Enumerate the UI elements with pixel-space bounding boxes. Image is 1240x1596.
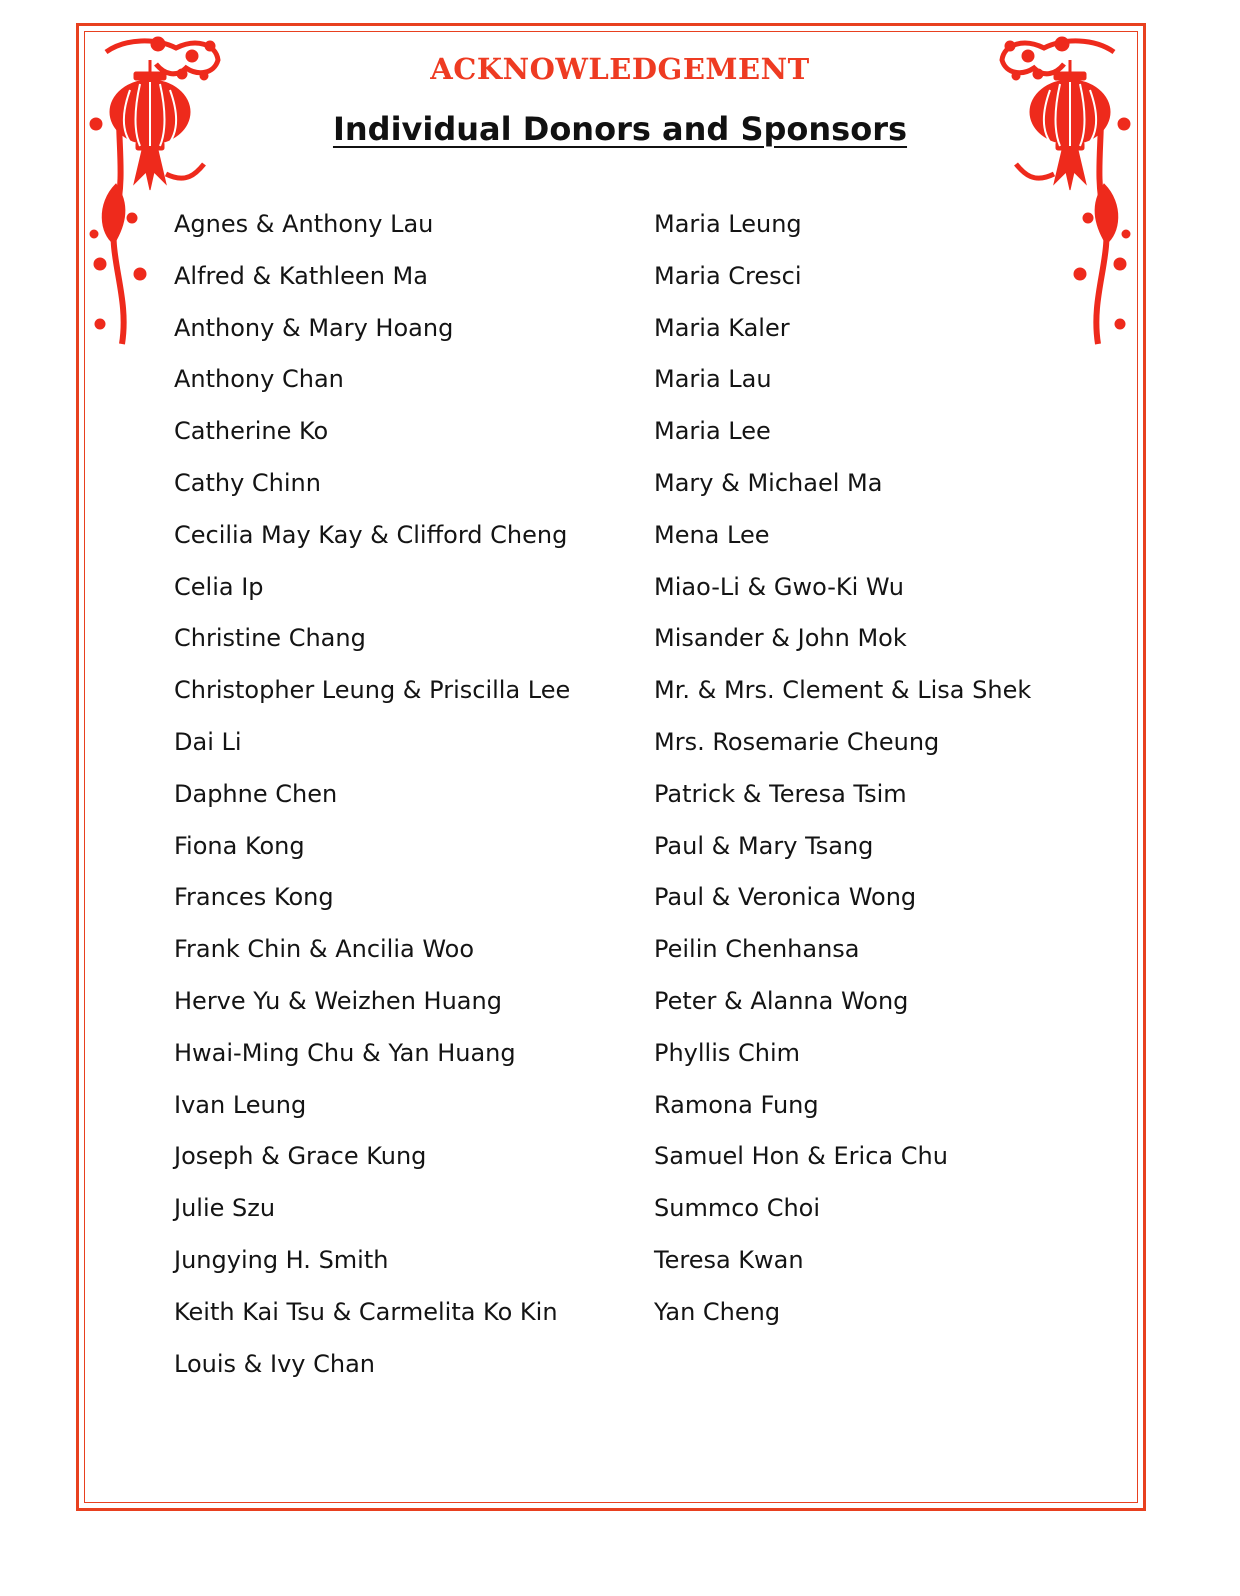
list-item: Frances Kong — [174, 883, 334, 912]
page-subtitle: Individual Donors and Sponsors — [332, 110, 908, 148]
list-item: Anthony Chan — [174, 365, 344, 394]
list-item: Peter & Alanna Wong — [654, 986, 909, 1015]
list-item: Yan Cheng — [654, 1297, 781, 1326]
list-item: Maria Kaler — [654, 313, 790, 342]
list-item: Mary & Michael Ma — [654, 468, 883, 497]
list-item: Herve Yu & Weizhen Huang — [174, 986, 502, 1015]
list-item: Peilin Chenhansa — [654, 935, 860, 964]
list-item: Miao-Li & Gwo-Ki Wu — [654, 572, 905, 601]
list-item: Teresa Kwan — [654, 1245, 804, 1274]
list-item: Ramona Fung — [654, 1090, 819, 1119]
list-item: Hwai-Ming Chu & Yan Huang — [174, 1038, 516, 1067]
list-item: Maria Cresci — [654, 261, 802, 290]
list-item: Maria Lee — [654, 417, 771, 446]
list-item: Christine Chang — [174, 624, 366, 653]
page-title: ACKNOWLEDGEMENT — [430, 52, 810, 86]
list-item: Ivan Leung — [174, 1090, 307, 1119]
list-item: Maria Lau — [654, 365, 772, 394]
list-item: Christopher Leung & Priscilla Lee — [174, 676, 571, 705]
list-item: Paul & Mary Tsang — [654, 831, 874, 860]
list-item: Paul & Veronica Wong — [654, 883, 917, 912]
list-item: Samuel Hon & Erica Chu — [654, 1142, 948, 1171]
list-item: Julie Szu — [174, 1194, 276, 1223]
list-item: Joseph & Grace Kung — [174, 1142, 427, 1171]
list-item: Mena Lee — [654, 520, 770, 549]
list-item: Anthony & Mary Hoang — [174, 313, 454, 342]
list-item: Celia Ip — [174, 572, 264, 601]
list-item: Frank Chin & Ancilia Woo — [174, 935, 475, 964]
list-item: Agnes & Anthony Lau — [174, 210, 434, 238]
list-item: Louis & Ivy Chan — [174, 1349, 375, 1378]
list-item: Phyllis Chim — [654, 1038, 801, 1067]
list-item: Cecilia May Kay & Clifford Cheng — [174, 520, 568, 549]
list-item: Jungying H. Smith — [174, 1245, 389, 1274]
list-item: Keith Kai Tsu & Carmelita Ko Kin — [174, 1297, 558, 1326]
list-item: Catherine Ko — [174, 417, 329, 446]
list-item: Fiona Kong — [174, 831, 305, 860]
list-item: Dai Li — [174, 727, 242, 756]
donor-list-left — [174, 204, 570, 1395]
list-item: Summco Choi — [654, 1194, 821, 1223]
list-item: Misander & John Mok — [654, 624, 907, 653]
list-item: Mr. & Mrs. Clement & Lisa Shek — [654, 676, 1032, 705]
list-item: Mrs. Rosemarie Cheung — [654, 727, 940, 756]
list-item: Patrick & Teresa Tsim — [654, 779, 907, 808]
donor-list-right — [654, 204, 1031, 1344]
list-item: Alfred & Kathleen Ma — [174, 261, 428, 290]
list-item: Daphne Chen — [174, 779, 338, 808]
list-item: Cathy Chinn — [174, 468, 321, 497]
list-item: Maria Leung — [654, 210, 802, 238]
